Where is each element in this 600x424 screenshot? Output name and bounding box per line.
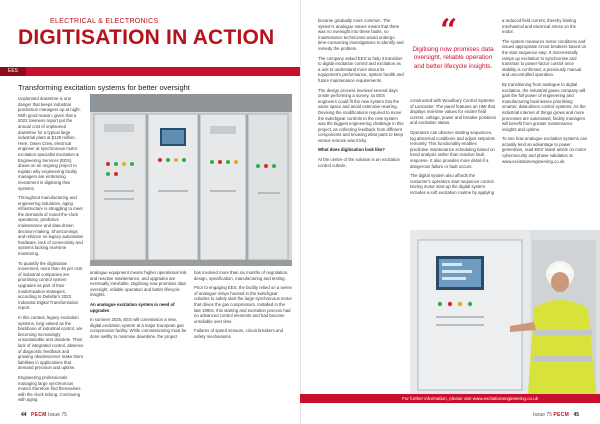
left-column-3 [194, 270, 292, 396]
page-number: 45 [573, 412, 579, 418]
page-number: 44 [21, 412, 27, 418]
paragraph: constructed with Woodbury Control Systems of Lancaster. The panel features an HMI that displays real-time values for exciter field current, voltage, power and breaker positions and excitation status. [410, 98, 496, 126]
issue-number: Issue 75 [533, 412, 552, 418]
left-column-1 [18, 96, 84, 403]
paragraph: The digital system also affords the customer's operators start sequence control. During motor start-up the digital system includes a soft excitation routine by applying [410, 173, 495, 195]
paragraph: Prior to engaging EES, the facility relied on a series of analogue relays housed in the switchgear cubicles to safely start the large synchronous motor that drives the gas compressors. Installed in the late 1990s, this starting and excitation process had no advanced control elements and had become unreliable over time. [194, 285, 292, 324]
quote-icon: “ [440, 13, 458, 48]
paragraph: In this context, legacy excitation systems, long valued as the backbone of industrial control, are becoming increasingly unsustainable and obsolete. Their lack of integrated control, absence of diagnostic feedback and growing obsolescence make them liabilities in applications that demand precision and uptime. [18, 314, 84, 371]
paragraph: became gradually more common. The system's analogue nature meant that there was no oversight into these faults, so maintenance technicians would undergo time-consuming investigations to identify and remedy the problem. [318, 18, 404, 51]
right-footer [533, 412, 582, 418]
column-heading: An analogue excitation system in need of upgrades [90, 301, 175, 313]
switchgear-illustration [90, 94, 292, 266]
switchgear-photo [90, 94, 292, 266]
right-column-3 [502, 18, 588, 228]
right-column-2 [410, 98, 496, 198]
paragraph: Operators can observe starting sequences, log abnormal conditions and adjust setpoints remotely. This functionality enables predictive maintenance scheduling based on trend analysis rather than reactive fault response. It also provides more detail if a dangerous failure or fault occurs. [410, 129, 495, 169]
left-column-2 [90, 270, 188, 396]
engineer-illustration [410, 230, 600, 394]
paragraph: By transitioning from analogue to digital excitation, the industrial gases company will gain the full power of engineering and manufacturing businesses prioritising smarter, data-driven control systems. As the industrial internet of things grows and more processes are automated, facility managers will benefit from greater maintenance insights and uptime. [502, 81, 586, 132]
paragraph: Engineering professionals managing large synchronous motors therefore find themselves with the clock ticking. Continuing with aging [18, 374, 81, 403]
company-tag: EES [0, 67, 26, 76]
right-page [300, 0, 600, 424]
paragraph: In summer 2025, EES will commission a new, digital excitation system at a major European gas compression facility. While commissioning must be done swiftly to minimise downtime, the project [90, 317, 187, 339]
tag-bar [0, 67, 300, 76]
paragraph: The design process involved several days onsite performing a survey, so EES engineers could fit the new system into the same space and avoid extensive rewiring. Devising the modifications required to move the switchgear controls to the new system was the biggest engineering challenge in this project, as collecting feedback from different components and knowing what parts to keep versus remove was tricky. [318, 87, 404, 143]
magazine-brand: PECM [553, 412, 570, 418]
right-column-1 [318, 18, 404, 398]
paragraph: analogue equipment means higher operational risk and reactive maintenance, and upgrades are eventually inevitable. Digitising now promises data oversight, reliable operation and better lifecycle insights. [90, 270, 187, 298]
section-label: ELECTRICAL & ELECTRONICS [50, 18, 159, 25]
column-heading: What does digitisation look like? [318, 147, 385, 153]
paragraph: At the centre of the solution is an excitation control cubicle, [318, 157, 400, 168]
headline: DIGITISATION IN ACTION [18, 26, 275, 49]
issue-number: Issue 75 [48, 412, 67, 418]
paragraph: To quantify the digitisation movement, more than 48 per cent of industrial companies are prioritising control system upgrades as part of their modernisation strategies, according to Deloitte's 2023 Industrial Digital Transformation report. [18, 260, 83, 311]
paragraph: has involved more than six months of negotiation, design, specification, manufacturing and testing. [194, 270, 289, 281]
paragraph: To see how analogue excitation systems can actually lend an advantage to power generation, read EES' latest article on motor cybersecurity and phase validation at www.excitationengineering.co.uk. [502, 136, 588, 164]
article-subhead: Transforming excitation systems for better oversight [18, 83, 190, 92]
paragraph: Failures of speed sensors, circuit breakers and safety mechanisms [194, 328, 284, 339]
paragraph: a reduced field current, thereby limiting mechanical and electrical stress on the motor. [502, 18, 577, 35]
pull-quote: Digitising now promises data oversight, reliable operation and better lifecycle insights. [412, 46, 494, 70]
paragraph: The company asked EES to help it transition to digital excitation control and excitation as a unit to understand more about its equipment's performance, system health and future maintenance requirements. [318, 55, 404, 83]
left-footer [18, 412, 67, 418]
paragraph: Throughout manufacturing and engineering industries, aging infrastructure is struggling to meet the demands of round-the-clock operations, predictive maintenance and data-driven decision-making. Shortcomings and reliance on legacy automation hardware, lack of connectivity and systems lacking real-time monitoring. [18, 195, 84, 257]
engineer-photo [410, 230, 600, 394]
info-banner[interactable]: For further information, please visit www.excitationengineering.co.uk [300, 394, 600, 403]
paragraph: The system measures motor conditions and issues appropriate circuit breakers based on the start sequence step. It incrementally ramps up excitation to synchronise and transition to power-factor control once stability is confirmed, a previously manual and uncontrolled operation. [502, 38, 587, 78]
paragraph: Unplanned downtime is one danger that keeps industrial production managers up at night. With good reason, given that a 2022 Siemens report put the annual cost of unplanned downtime for a typical large industrial plant at $129 million. Here, Owen Crew, electrical engineer at synchronous motor excitation specialist Excitation & Engineering Services (EES), draws on an ongoing project to explain why engineering facility managers are embracing investment in digitising their systems. [18, 96, 81, 191]
magazine-brand: PECM [30, 412, 47, 418]
